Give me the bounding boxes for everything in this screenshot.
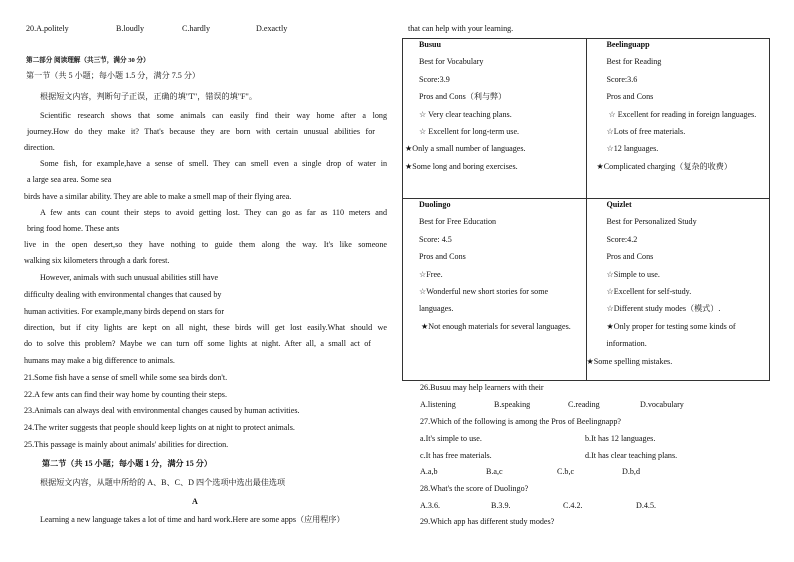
- section2-header: 第二节（共 15 小题；每小题 1 分，满分 15 分）: [42, 459, 212, 468]
- app-name: Duolingo: [419, 200, 451, 209]
- passage-line: humans may make a big difference to animals.: [24, 356, 175, 365]
- apps-table: [402, 38, 770, 381]
- app-pro: ☆ Excellent for reading in foreign languages.: [608, 109, 757, 119]
- q27-option-d: D.b,d: [622, 467, 640, 476]
- q29-stem: 29.Which app has different study modes?: [420, 517, 555, 526]
- passage-line: However, animals with such unusual abilities still have: [40, 273, 219, 282]
- app-score: Score:3.6: [606, 74, 638, 84]
- app-con: ★Only proper for testing some kinds of information.: [606, 321, 736, 349]
- app-pro: ☆ Excellent for long-term use.: [419, 127, 520, 137]
- app-pro: ☆ Very clear teaching plans.: [419, 109, 512, 119]
- passage-a-label: A: [192, 497, 198, 506]
- passage-a-continuation: that can help with your learning.: [408, 24, 514, 33]
- app-pros-cons: Pros and Cons: [606, 92, 654, 102]
- q27-option-a: A.a,b: [420, 467, 438, 476]
- passage-a-intro: Learning a new language takes a lot of time and hard work.Here are some apps（应用程序）: [40, 515, 345, 524]
- question-24: 24.The writer suggests that people should keep lights on at night to protect animals.: [24, 423, 295, 432]
- app-pros-cons: Pros and Cons（利与弊）: [419, 92, 507, 102]
- app-best-for: Best for Personalized Study: [606, 217, 697, 227]
- q28-option-a: A.3.6.: [420, 501, 441, 510]
- app-cell-quizlet: [586, 199, 770, 381]
- q27-option-b: B.a,c: [486, 467, 503, 476]
- app-con: ★Some spelling mistakes.: [586, 356, 673, 366]
- passage-line: bring food home. These ants: [27, 224, 120, 233]
- passage-line: difficulty dealing with environmental changes that caused by: [24, 290, 222, 299]
- q26-option-d: D.vocabulary: [640, 400, 684, 409]
- q26-option-b: B.speaking: [494, 400, 531, 409]
- app-pro: ☆12 languages.: [606, 144, 659, 154]
- passage-line: Some fish, for example,have a sense of smell. They can smell even a single drop of water in: [40, 159, 387, 168]
- passage-line: A few ants can count their steps to avoid getting lost. They can go as far as 110 meters and: [40, 208, 387, 217]
- app-score: Score:3.9: [419, 74, 450, 84]
- question-22: 22.A few ants can find their way home by counting their steps.: [24, 390, 227, 399]
- passage-line: live in the open desert,so they have nothing to guide them along the way. It's like someone: [24, 240, 387, 249]
- q26-stem: 26.Busuu may help learners with their: [420, 383, 544, 392]
- passage-line: do to solve this problem? Maybe we can turn off some lights at night. After all, a small act of: [24, 339, 371, 348]
- q20-option-a: 20.A.politely: [26, 24, 69, 33]
- passage-line: human activities. For example,many birds depend on stars for: [24, 307, 225, 316]
- app-con: ★Complicated charging（复杂的收费）: [596, 161, 732, 171]
- q27-statement: b.It has 12 languages.: [585, 434, 656, 443]
- app-best-for: Best for Vocabulary: [419, 57, 484, 67]
- app-pro: ☆Free.: [419, 269, 443, 279]
- app-cell-beelinguapp: [586, 39, 770, 199]
- q27-statement: d.It has clear teaching plans.: [585, 451, 678, 460]
- app-best-for: Best for Free Education: [419, 217, 497, 227]
- q27-stem: 27.Which of the following is among the Pros of Beelingnapp?: [420, 417, 621, 426]
- app-cell-busuu: [403, 39, 587, 199]
- q20-option-c: C.hardly: [182, 24, 211, 33]
- q27-statement: a.It's simple to use.: [420, 434, 482, 443]
- app-best-for: Best for Reading: [606, 57, 662, 67]
- app-pro: ☆Different study modes（模式）.: [606, 304, 721, 314]
- question-23: 23.Animals can always deal with environmental changes caused by human activities.: [24, 406, 300, 415]
- app-name: Quizlet: [606, 200, 632, 209]
- question-25: 25.This passage is mainly about animals' abilities for direction.: [24, 440, 229, 449]
- passage-line: journey.How do they make it? That's because they are born with certain unusual abilities for: [27, 127, 375, 136]
- app-score: Score: 4.5: [419, 234, 452, 244]
- passage-line: direction.: [24, 143, 55, 152]
- passage-line: birds have a similar ability. They are able to make a smell map of their flying area.: [24, 192, 292, 201]
- part2-header: 第二部分 阅读理解（共三节，满分 30 分）: [26, 57, 150, 64]
- app-pro: ☆Simple to use.: [606, 269, 660, 279]
- app-name: Busuu: [419, 40, 442, 49]
- q28-option-b: B.3.9.: [491, 501, 511, 510]
- app-con: ★Some long and boring exercises.: [405, 161, 518, 171]
- app-cell-duolingo: [403, 199, 587, 381]
- q20-option-d: D.exactly: [256, 24, 288, 33]
- app-pros-cons: Pros and Cons: [419, 252, 466, 262]
- passage-line: Scientific research shows that some animals can easily find their way home after a long: [40, 111, 387, 120]
- passage-line: a large sea area. Some sea: [27, 175, 112, 184]
- app-pro: ☆Excellent for self-study.: [606, 287, 692, 297]
- q26-option-a: A.listening: [420, 400, 456, 409]
- q28-option-d: D.4.5.: [636, 501, 657, 510]
- passage-line: direction, but if city lights are kept on all night, these birds will get lost easily.What should we: [24, 323, 387, 332]
- app-pro: ☆Wonderful new short stories for some languages.: [419, 287, 549, 314]
- app-pros-cons: Pros and Cons: [606, 252, 654, 262]
- q28-option-c: C.4.2.: [563, 501, 583, 510]
- q26-option-c: C.reading: [568, 400, 600, 409]
- q27-option-c: C.b,c: [557, 467, 575, 476]
- q20-option-b: B.loudly: [116, 24, 145, 33]
- section1-instructions: 根据短文内容，判断句子正误，正确的填"T"，错误的填"F"。: [40, 92, 257, 101]
- app-name: Beelinguapp: [606, 40, 650, 49]
- section1-header: 第一节（共 5 小题；每小题 1.5 分，满分 7.5 分）: [26, 71, 201, 80]
- q28-stem: 28.What's the score of Duolingo?: [420, 484, 529, 493]
- app-con: ★Not enough materials for several languages.: [421, 321, 571, 331]
- app-con: ★Only a small number of languages.: [405, 144, 526, 154]
- q27-statement: c.It has free materials.: [420, 451, 492, 460]
- app-pro: ☆Lots of free materials.: [606, 127, 686, 137]
- question-21: 21.Some fish have a sense of smell while some sea birds don't.: [24, 373, 228, 382]
- app-score: Score:4.2: [606, 234, 638, 244]
- section2-instructions: 根据短文内容，从题中所给的 A、B、C、D 四个选项中选出最佳选项: [40, 478, 286, 487]
- passage-line: walking six kilometers through a dark forest.: [24, 256, 170, 265]
